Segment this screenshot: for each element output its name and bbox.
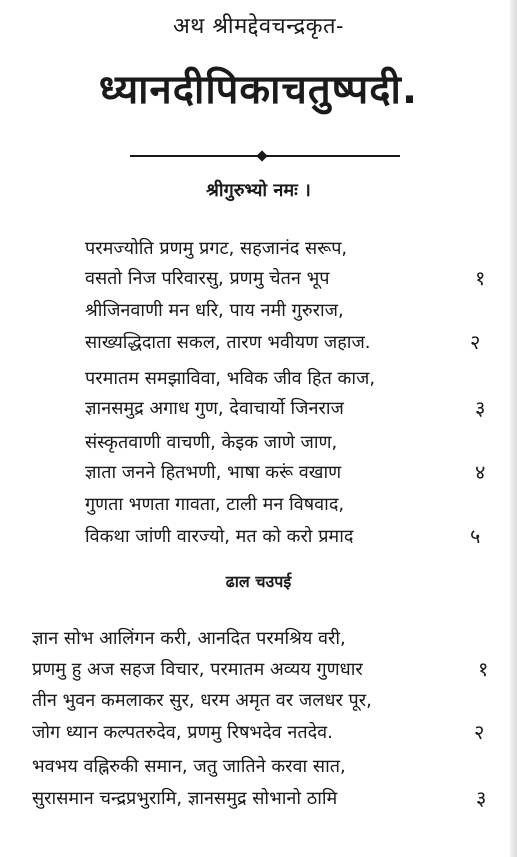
verse-line: साख्यद्धिदाता सकल, तारण भवीयण जहाज.	[85, 332, 371, 353]
verse-number: ५	[470, 524, 481, 548]
divider-diamond	[256, 150, 267, 161]
verse-line: वसतो निज परिवारसु, प्रणमु चेतन भूप	[85, 268, 330, 289]
verse-line: विकथा जांणी वारज्यो, मत को करो प्रमाद	[85, 526, 354, 547]
page-subtitle: अथ श्रीमद्देवचन्द्रकृत-	[173, 14, 344, 39]
invocation-heading: श्रीगुरुभ्यो नमः ।	[206, 180, 311, 201]
verse-line: गुणता भणता गावता, टाली मन विषवाद,	[85, 494, 345, 515]
verse-line: प्रणमु हु अज सहज विचार, परमातम अव्यय गुणधार	[32, 659, 363, 680]
section-heading: ढाल चउपई	[225, 572, 292, 591]
verse-number: १	[475, 266, 486, 290]
verse-number: ३	[476, 786, 487, 810]
verse-number: १	[478, 657, 489, 681]
verse-line: भवभय वह्निरुकी समान, जतु जातिने करवा सात,	[32, 756, 346, 777]
verse-line: परमज्योति प्रणमु प्रगट, सहजानंद सरूप,	[85, 238, 348, 259]
verse-number: २	[470, 330, 481, 354]
verse-line: सुरासमान चन्द्रप्रभुरामि, ज्ञानसमुद्र सोभानो ठामि	[32, 788, 338, 809]
verse-line: जोग ध्यान कल्पतरुदेव, प्रणमु रिषभदेव नतदेव.	[32, 722, 333, 743]
scan-page-edge	[510, 0, 517, 857]
title-ornament-divider	[130, 152, 400, 160]
verse-number: ४	[475, 460, 486, 484]
verse-number: ३	[475, 396, 486, 420]
verse-line: श्रीजिनवाणी मन धरि, पाय नमी गुरुराज,	[85, 300, 344, 321]
verse-line: संस्कृतवाणी वाचणी, केइक जाणे जाण,	[85, 432, 338, 453]
verse-line: ज्ञाता जनने हितभणी, भाषा करूं वखाण	[85, 462, 342, 483]
verse-line: ज्ञानसमुद्र अगाध गुण, देवाचार्यो जिनराज	[85, 398, 344, 419]
page-title: ध्यानदीपिकाचतुष्पदी.	[98, 67, 419, 113]
verse-line: परमातम समझाविवा, भविक जीव हित काज,	[85, 368, 376, 389]
verse-number: २	[474, 720, 485, 744]
verse-line: ज्ञान सोभ आलिंगन करी, आनदित परमश्रिय वरी,	[32, 628, 346, 649]
verse-line: तीन भुवन कमलाकर सुर, धरम अमृत वर जलधर पूर,	[32, 690, 372, 711]
